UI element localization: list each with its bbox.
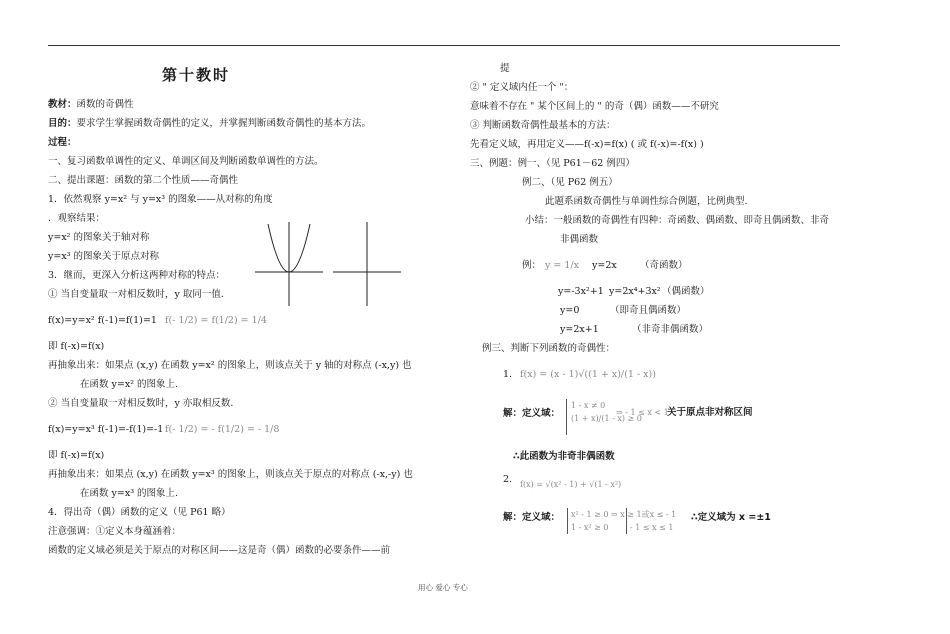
problem-two-number: 2. (503, 474, 513, 485)
summary-line-2: 非偶函数 (560, 234, 599, 245)
odd-example: f(x)=y=x³ f(-1)=-f(1)=-1 (48, 424, 164, 435)
analyze-line: 3．继而，更深入分析这两种对称的特点： (48, 270, 226, 281)
conclusion-one: ∴此函数为非奇非偶函数 (513, 451, 615, 462)
linear-formula: y=2x (592, 260, 617, 271)
any-point-line: ② " 定义域内任一个 "： (470, 82, 574, 93)
method-line: ③ 判断函数奇偶性最基本的方法： (470, 120, 616, 131)
even-example: f(x)=y=x² f(-1)=f(1)=1 (48, 315, 157, 326)
material-line: 教材：函数的奇偶性 (48, 99, 134, 110)
condition-1a: 1 - x ≠ 0 (571, 401, 606, 410)
reciprocal-formula: y = 1/x (545, 260, 579, 271)
even-conclusion: 即 f(-x)=f(x) (48, 341, 105, 352)
condition-1b: (1 + x)/(1 - x) ≥ 0 (571, 414, 642, 423)
result-1: ⇒ - 1 ≤ x < 1 (616, 408, 669, 417)
review-line: 一、复习函数单调性的定义、单调区间及判断函数单调性的方法。 (48, 156, 324, 167)
parabola-graph (255, 222, 325, 306)
problem-one-number: 1. (503, 369, 513, 380)
result-2a: ⇒ x ≥ 1或x ≤ - 1 (611, 510, 677, 519)
both-tag: （即奇且偶函数） (610, 305, 687, 316)
solution-two-label: 解：定义域： (503, 512, 561, 523)
even-tag: （偶函数） (662, 286, 710, 297)
square-symmetry-line: y=x² 的图象关于轴对称 (48, 232, 150, 243)
definition-line: 4．得出奇（偶）函数的定义（见 P61 略） (48, 507, 231, 518)
even-func-2: y=2x⁴+3x² (609, 286, 661, 297)
odd-case-line: ② 当自变量取一对相反数时，y 亦取相反数． (48, 398, 240, 409)
example-two-note: 此题系函数奇偶性与单调性综合例题，比例典型. (545, 196, 748, 207)
condition-2b: 1 - x² ≥ 0 (571, 523, 609, 532)
emphasis-line: 注意强调：①定义本身蕴涵着： (48, 526, 182, 537)
objective-line: 目的：要求学生掌握函数奇偶性的定义，并掌握判断函数奇偶性的基本方法。 (48, 118, 372, 129)
page-footer: 用心 爱心 专心 (418, 583, 468, 592)
example-three-line: 例三、判断下列函数的奇偶性： (482, 343, 616, 354)
topic-line: 二、提出课题：函数的第二个性质——奇偶性 (48, 175, 239, 186)
example-one-line: 三、例题：例一、（见 P61－62 例四） (470, 158, 635, 169)
conclusion-two: ∴定义域为 x =±1 (691, 512, 771, 523)
summary-line: 小结：一般函数的奇偶性有四种：奇函数、偶函数、即奇且偶函数、非奇 (525, 215, 830, 226)
even-case-line: ① 当自变量取一对相反数时，y 取同一值． (48, 289, 231, 300)
lesson-title: 第十教时 (162, 66, 231, 84)
neither-tag: （非奇非偶函数） (632, 324, 709, 335)
observe-line: 1．依然观察 y=x² 与 y=x³ 的图象——从对称的角度 (48, 194, 273, 205)
problem-one-formula: f(x) = (x - 1)√((1 + x)/(1 - x)) (520, 369, 656, 380)
cubic-graph (333, 222, 403, 306)
zero-func: y=0 (560, 305, 580, 316)
odd-formula: f(- 1/2) = - f(1/2) = - 1/8 (165, 424, 280, 435)
neither-func: y=2x+1 (560, 324, 599, 335)
system-brace-2 (567, 508, 568, 534)
example-two-line: 例二、（见 P62 例五） (522, 177, 618, 188)
process-label: 过程： (48, 137, 77, 148)
method-detail-line: 先看定义域，再用定义——f(-x)=f(x) ( 或 f(-x)=-f(x) ) (470, 139, 704, 150)
odd-abstract-line: 再抽象出来：如果点 (x,y) 在函数 y=x³ 的图象上，则该点关于原点的对称点 (-x,-y) 也 (48, 469, 413, 480)
non-symmetric-note: 关于原点非对称区间 (667, 407, 753, 418)
solution-one-label: 解：定义域： (503, 408, 561, 419)
result-2b: - 1 ≤ x ≤ 1 (630, 523, 674, 532)
even-abstract-line: 再抽象出来：如果点 (x,y) 在函数 y=x² 的图象上，则该点关于 y 轴的对称点 (-x,y) 也 (48, 360, 412, 371)
even-abstract-line-2: 在函数 y=x² 的图象上. (80, 379, 179, 390)
interval-line: 意味着不存在 " 某个区间上的 " 的奇（偶）函数——不研究 (470, 101, 719, 112)
odd-tag: （奇函数） (640, 260, 688, 271)
result-line: ．观察结果： (48, 213, 106, 224)
system-brace-1 (566, 399, 567, 435)
cube-symmetry-line: y=x³ 的图象关于原点对称 (48, 251, 160, 262)
domain-condition-line: 函数的定义域必须是关于原点的对称区间——这是奇（偶）函数的必要条件——前 (48, 545, 391, 556)
example-label: 例： (522, 260, 542, 271)
problem-two-formula: f(x) = √(x² - 1) + √(1 - x²) (520, 480, 622, 489)
odd-abstract-line-2: 在函数 y=x³ 的图象上. (80, 488, 179, 499)
odd-conclusion: 即 f(-x)=f(x) (48, 450, 105, 461)
continued-word: 提 (500, 63, 510, 74)
even-formula: f(- 1/2) = f(1/2) = 1/4 (165, 315, 267, 326)
even-func-1: y=-3x²+1 (558, 286, 604, 297)
header-rule (48, 45, 840, 46)
condition-2a: x² - 1 ≥ 0 (571, 510, 609, 519)
